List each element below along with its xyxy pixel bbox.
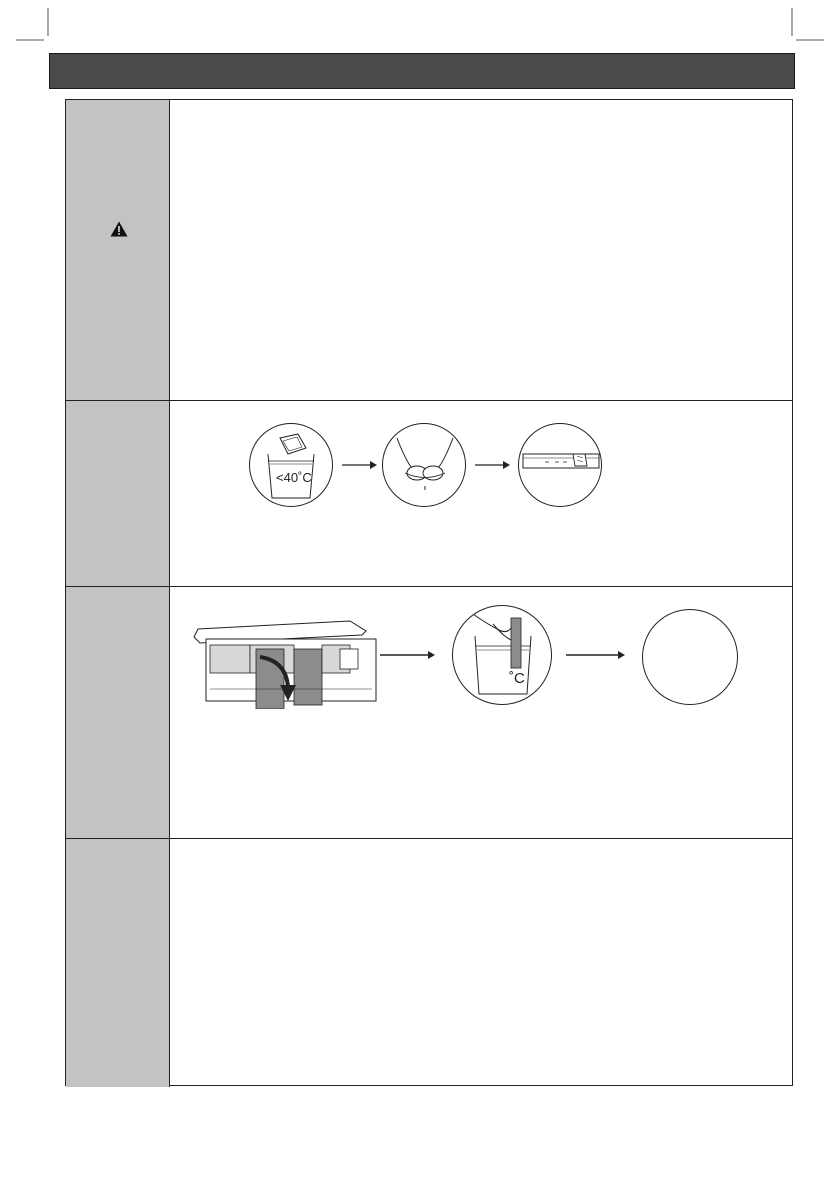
table-row-panel-cleaning [66,400,792,586]
ac-unit-filter-removal-illustration [190,609,380,709]
wring-cloth-illustration [382,423,466,507]
warning-triangle-icon [110,221,128,237]
row-label-panel-cleaning [66,401,170,586]
basin-with-cloth-icon [250,424,333,507]
filter-water-temperature-label: ˚C [509,670,525,687]
wipe-unit-icon [519,424,602,507]
row-label-filter-cleaning [66,587,170,838]
water-temperature-label: <40˚C [276,470,312,485]
row-content-notes [170,839,792,1087]
crop-marks [0,0,840,60]
row-content-filter-cleaning [170,587,792,838]
wash-cloth-illustration [249,423,333,507]
arrow-right-icon [342,460,378,470]
row-label-notes [66,839,170,1087]
table-row-caution [66,100,792,400]
table-row-filter-cleaning [66,586,792,838]
arrow-right-icon [380,650,436,660]
wipe-panel-illustration [518,423,602,507]
row-label-caution [66,100,170,400]
dry-filter-illustration [642,609,738,705]
row-content-caution [170,100,792,400]
section-header-bar [49,53,795,89]
table-row-notes [66,838,792,1087]
wash-filter-illustration [452,605,552,705]
hands-wringing-icon [383,424,466,507]
row-content-panel-cleaning [170,401,792,586]
arrow-right-icon [475,460,511,470]
arrow-right-icon [566,650,626,660]
maintenance-table [65,99,793,1086]
basin-with-filter-icon [453,606,552,705]
